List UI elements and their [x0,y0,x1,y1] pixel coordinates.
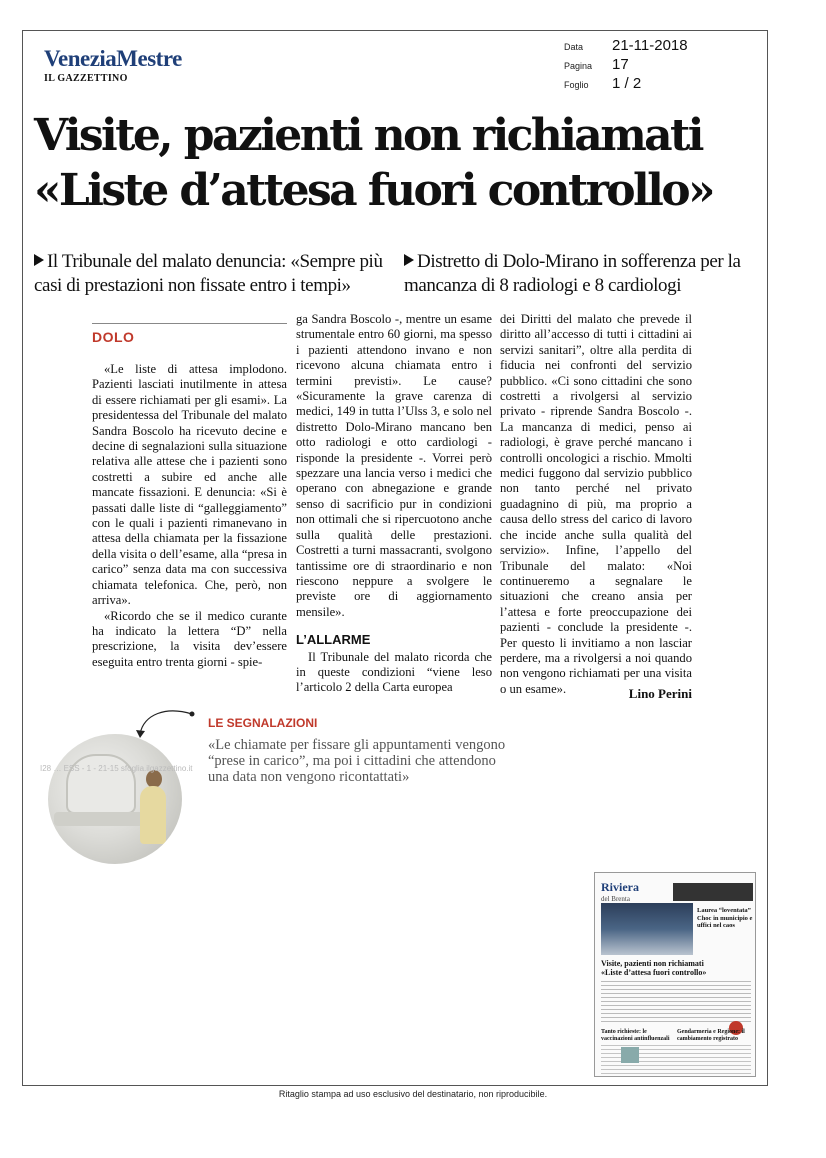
paragraph: ga Sandra Boscolo -, mentre un esame strumentale entro 60 giorni, ma spesso i pazienti attendono invano e non ricevono alcuna chiamata entro i termini previsti». Le cause? «Sicuramente la grave carenza di medici, 149 in tutta l’Ulss 3, e solo nel distretto Dolo-Mirano mancano ben otto radiologi e otto cardiologi - risponde la presidente -. Vorrei però spezzare una lancia verso i medici che operano con abnegazione e grande senso di sacrificio pur in condizioni non ottimali che si ripercuotono anche sulla qualità delle prestazioni. Costretti a turni massacranti, svolgono tantissime ore di straordinario e non riescono neppure a svolgere le previste ore di aggiornamento mensile». [296,312,492,619]
callout-arrow-icon [130,700,200,740]
deck-right [404,250,764,298]
deck-left [34,250,396,298]
thumbnail-text-block [601,981,751,1025]
headline [34,108,764,218]
article-column-1 [92,362,287,670]
article-column-2 [296,312,492,696]
triangle-bullet-icon [34,254,44,266]
thumbnail-small-image [621,1047,639,1063]
page-label: Pagina [564,61,593,71]
photo-machine [66,754,136,814]
author-signature: Lino Perini [628,686,692,701]
date-label: Data [564,42,584,52]
headline-line-1: Visite, pazienti non richiamati [34,110,702,161]
watermark: I28 … ESS - 1 - 21-15 sfoglia.ilgazzettino.it [40,764,193,773]
photo-person [140,786,166,844]
paragraph: Il Tribunale del malato ricorda che in queste condizioni “viene leso l’articolo 2 della Carta europea [296,649,492,695]
publication-subtitle: IL GAZZETTINO [44,73,128,84]
thumbnail-brand: Riviera del Brenta [601,880,639,903]
sheet-value: 1 / 2 [612,75,642,92]
deck-left-text: Il Tribunale del malato denuncia: «Sempre più casi di prestazioni non fissate entro i tempi» [34,251,383,296]
section-subhead: L’ALLARME [296,632,371,648]
footer-disclaimer: Ritaglio stampa ad uso esclusivo del destinatario, non riproducibile. [278,1089,548,1099]
thumbnail-side-headline: Laurea “loventata” Choc in municipio e uffici nel caos [697,907,753,929]
thumbnail-main-image [601,903,693,955]
thumbnail-brand-sub: del Brenta [601,895,630,903]
article-kicker: DOLO [92,329,135,345]
thumbnail-headline: Visite, pazienti non richiamati «Liste d’attesa fuori controllo» [601,959,707,977]
paragraph: «Ricordo che se il medico curante ha indicato la lettera “D” nella prescrizione, la visita dev’essere eseguita entro trenta giorni - spie- [92,608,287,669]
triangle-bullet-icon [404,254,414,266]
paragraph: «Le liste di attesa implodono. Pazienti lasciati inutilmente in attesa di essere richiamati per gli esami». La presidentessa del Tribunale del malato Sandra Boscolo ha ricevuto decine e decine di segnalazioni sulla situazione relativa alle attese che i pazienti sono costretti a subire ed anche alle mancate fissazioni. E denuncia: «Si è passati dalle liste di “galleggiamento” con le quali i pazienti rimanevano in attesa della chiamata per la fissazione della visita o dell’esame, alla “presa in carico” senza data ma con successiva chiamata telefonica. Che, però, non arriva». [92,362,287,608]
thumbnail-subhead-2: Gendarmeria e Regione: il cambiamento registrato [677,1029,745,1042]
date-value: 21-11-2018 [612,37,688,54]
sheet-label: Foglio [564,80,589,90]
kicker-rule [92,323,287,324]
publication-name: VeneziaMestre [44,46,182,71]
paragraph: dei Diritti del malato che prevede il diritto all’accesso di tutti i cittadini ai servizi sanitari”, oltre alla perdita di fiducia nei confronti del servizio pubblico. «Ci sono cittadini che sono costretti a rivolgersi al servizio privato - riprende Sandra Boscolo -. La mancanza di medici, penso ai radiologi, è grave perché mancano i controlli oncologici a rischio. Mmolti medici fuggono dal servizio pubblico non tanto perché nel privato guadagnino di più, ma proprio a causa dello stress del carico di lavoro che incide anche sulla qualità del servizio». Infine, l’appello del Tribunale del malato: «Noi continueremo a segnalare le situazioni che creano ansia per l’attesa e forte preoccupazione dei pazienti - conclude la presidente -. Per questo li invitiamo a non lasciar perdere, ma a rivolgersi a noi quando non vengono richiamati per una visita o un esame». [500,312,692,696]
photo-bed [54,812,150,826]
clipping-meta [564,37,688,94]
article-column-3 [500,312,692,697]
thumbnail-subhead-1: Tanto richieste: le vaccinazioni antinfluenzali [601,1029,670,1042]
callout-title: LE SEGNALAZIONI [208,716,318,730]
thumbnail-top-image [673,883,753,901]
hospital-photo [48,734,182,864]
callout-quote: «Le chiamate per fissare gli appuntamenti vengono “prese in carico”, ma poi i cittadini che attendono una data non vengono ricontattati» [208,737,506,785]
page-thumbnail [594,872,756,1077]
headline-line-2: «Liste d’attesa fuori controllo» [34,165,713,216]
masthead [44,46,182,84]
deck-right-text: Distretto di Dolo-Mirano in sofferenza per la mancanza di 8 radiologi e 8 cardiologi [404,251,741,296]
page-value: 17 [612,56,629,73]
